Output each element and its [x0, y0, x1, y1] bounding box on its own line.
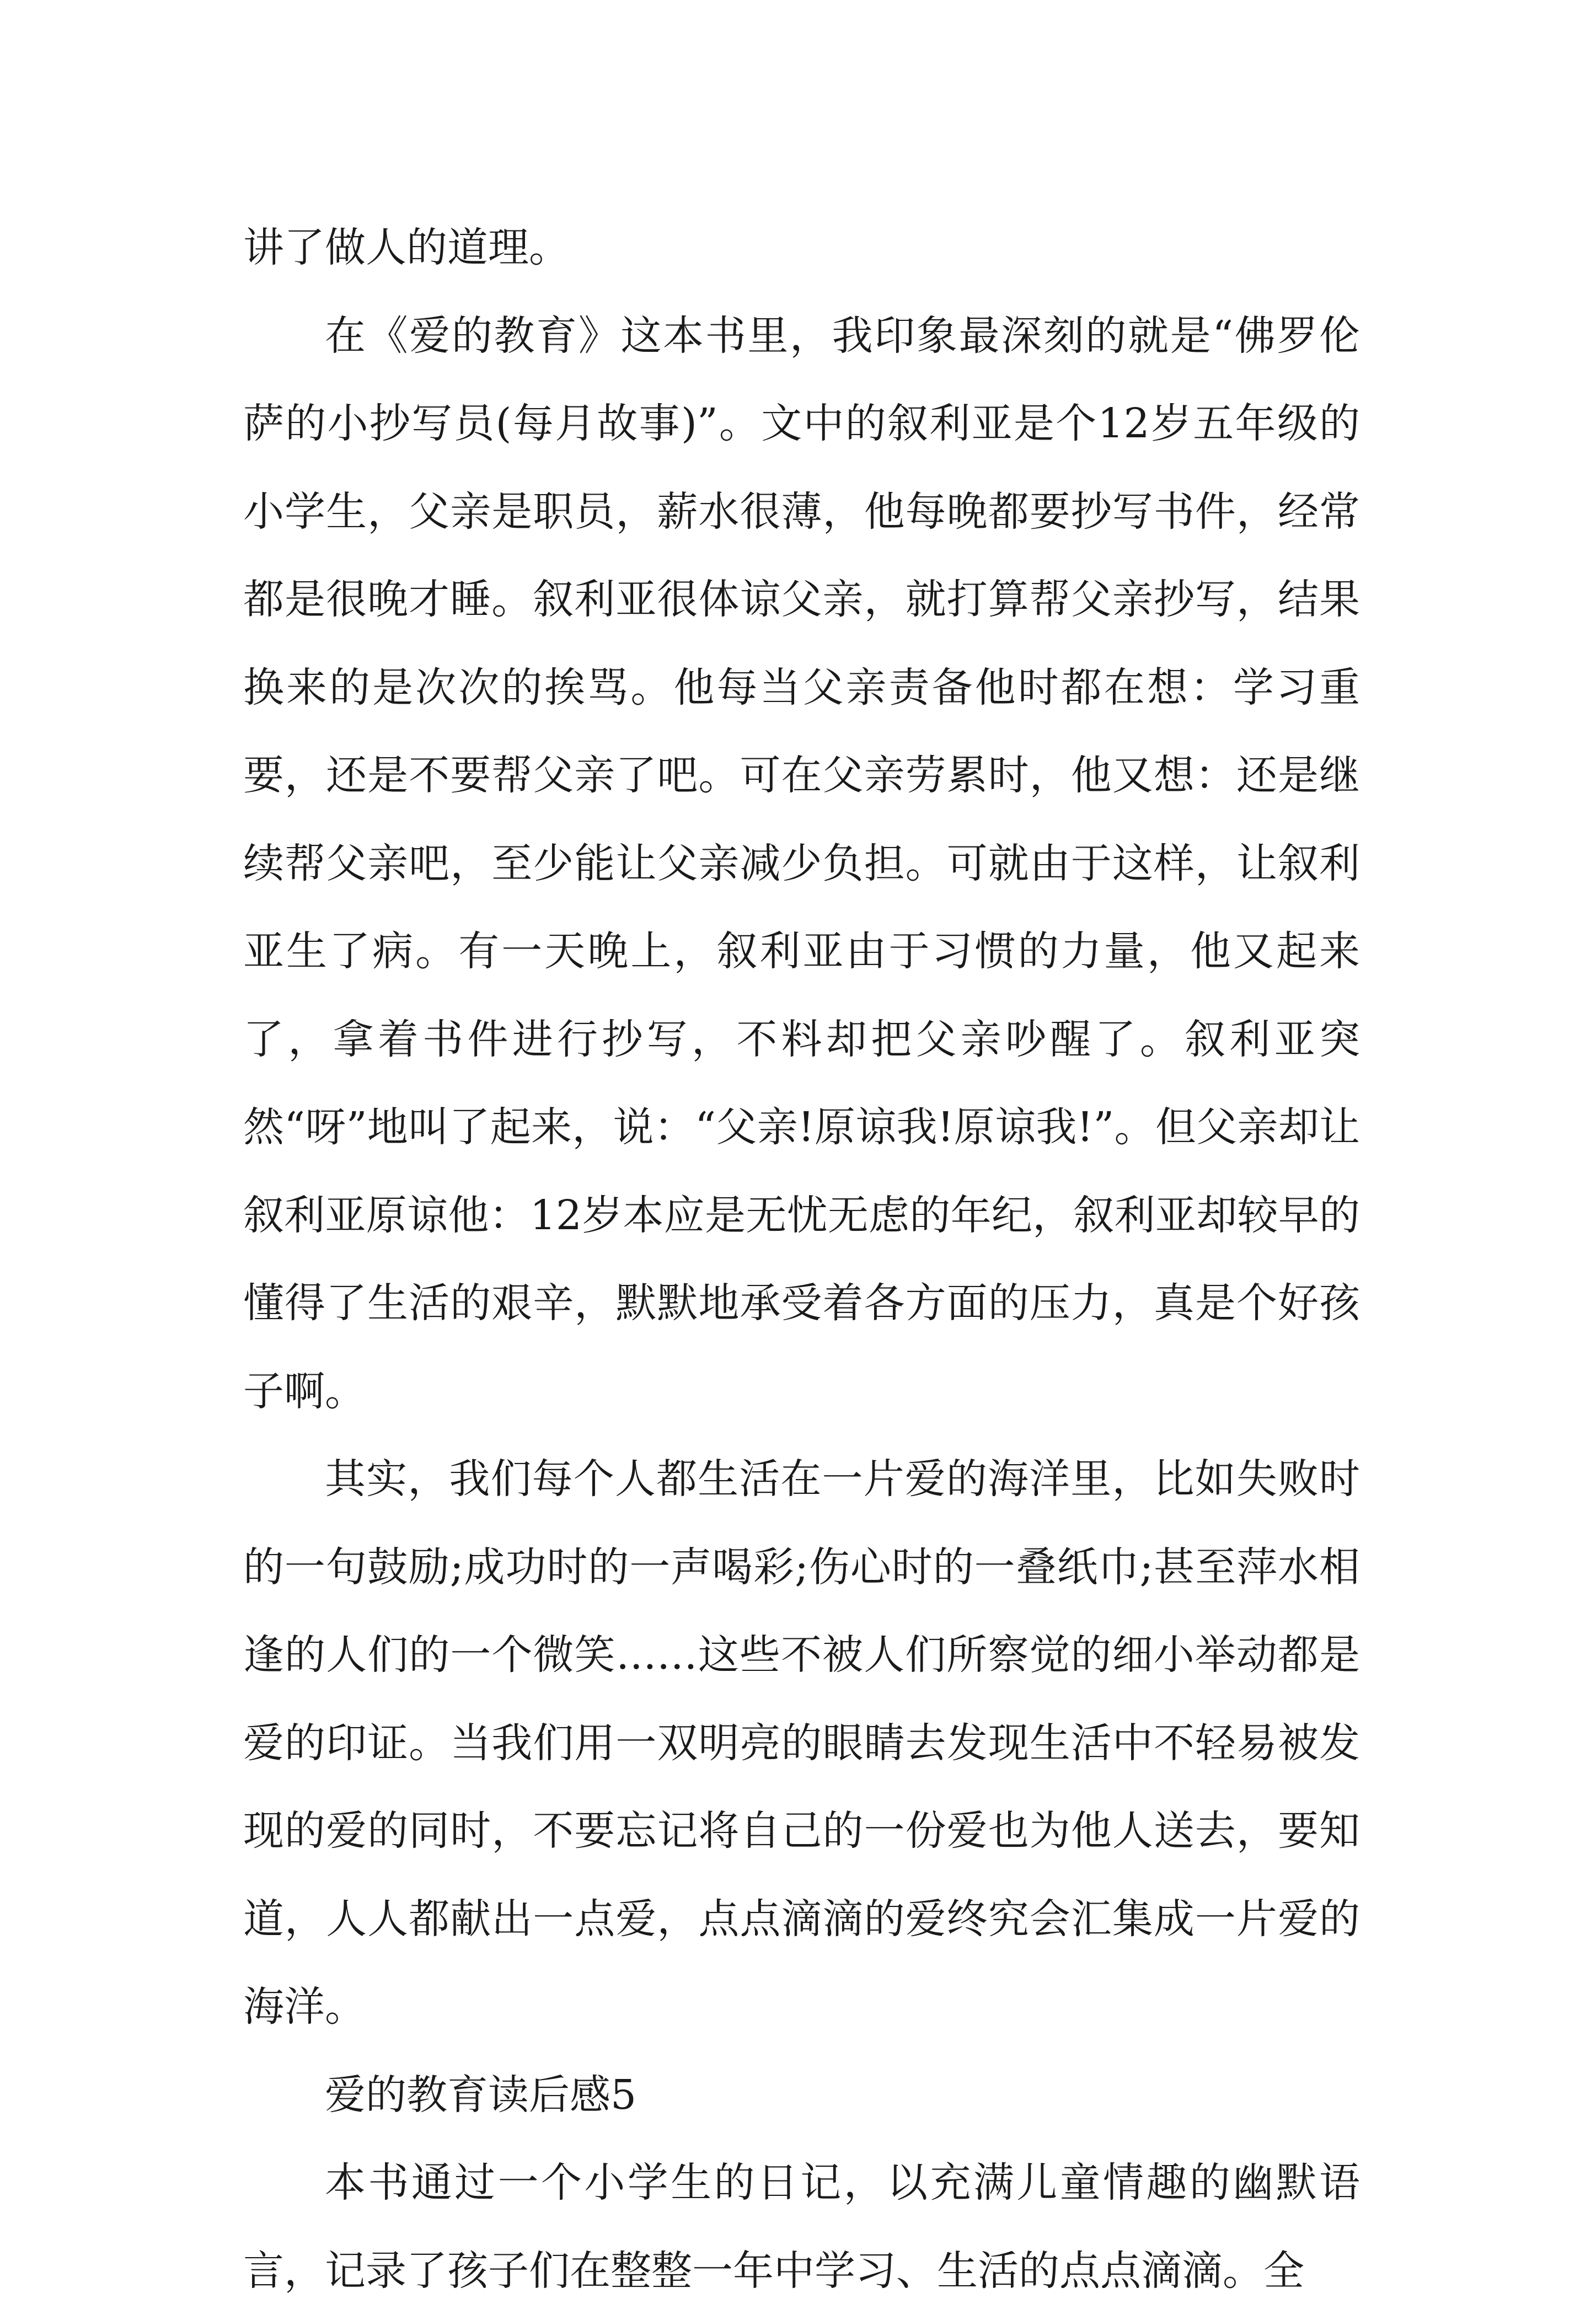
paragraph-reflection: 其实，我们每个人都生活在一片爱的海洋里，比如失败时的一句鼓励;成功时的一声喝彩;伤心时的一叠纸巾;甚至萍水相逢的人们的一个微笑……这些不被人们所察觉的细小举动都是爱的印证。当我们用一双明亮的眼睛去发现生活中不轻易被发现的爱的同时，不要忘记将自己的一份爱也为他人送去，要知道，人人都献出一点爱，点点滴滴的爱终究会汇集成一片爱的海洋。: [243, 1455, 1360, 2030]
paragraph-continuation: 讲了做人的道理。: [243, 224, 570, 271]
section-heading: 爱的教育读后感5: [325, 2071, 637, 2119]
paragraph-intro: 本书通过一个小学生的日记，以充满儿童情趣的幽默语言，记录了孩子们在整整一年中学习、生活的点点滴滴。全: [243, 2159, 1360, 2295]
paragraph-story: 在《爱的教育》这本书里，我印象最深刻的就是“佛罗伦萨的小抄写员(每月故事)”。文中的叙利亚是个12岁五年级的小学生，父亲是职员，薪水很薄，他每晚都要抄写书件，经常都是很晚才睡。叙利亚很体谅父亲，就打算帮父亲抄写，结果换来的是次次的挨骂。他每当父亲责备他时都在想：学习重要，还是不要帮父亲了吧。可在父亲劳累时，他又想：还是继续帮父亲吧，至少能让父亲减少负担。可就由于这样，让叙利亚生了病。有一天晚上，叙利亚由于习惯的力量，他又起来了，拿着书件进行抄写，不料却把父亲吵醒了。叙利亚突然“呀”地叫了起来，说：“父亲!原谅我!原谅我!”。但父亲却让叙利亚原谅他：12岁本应是无忧无虑的年纪，叙利亚却较早的懂得了生活的艰辛，默默地承受着各方面的压力，真是个好孩子啊。: [243, 312, 1360, 1415]
body-text: [243, 204, 1360, 2315]
